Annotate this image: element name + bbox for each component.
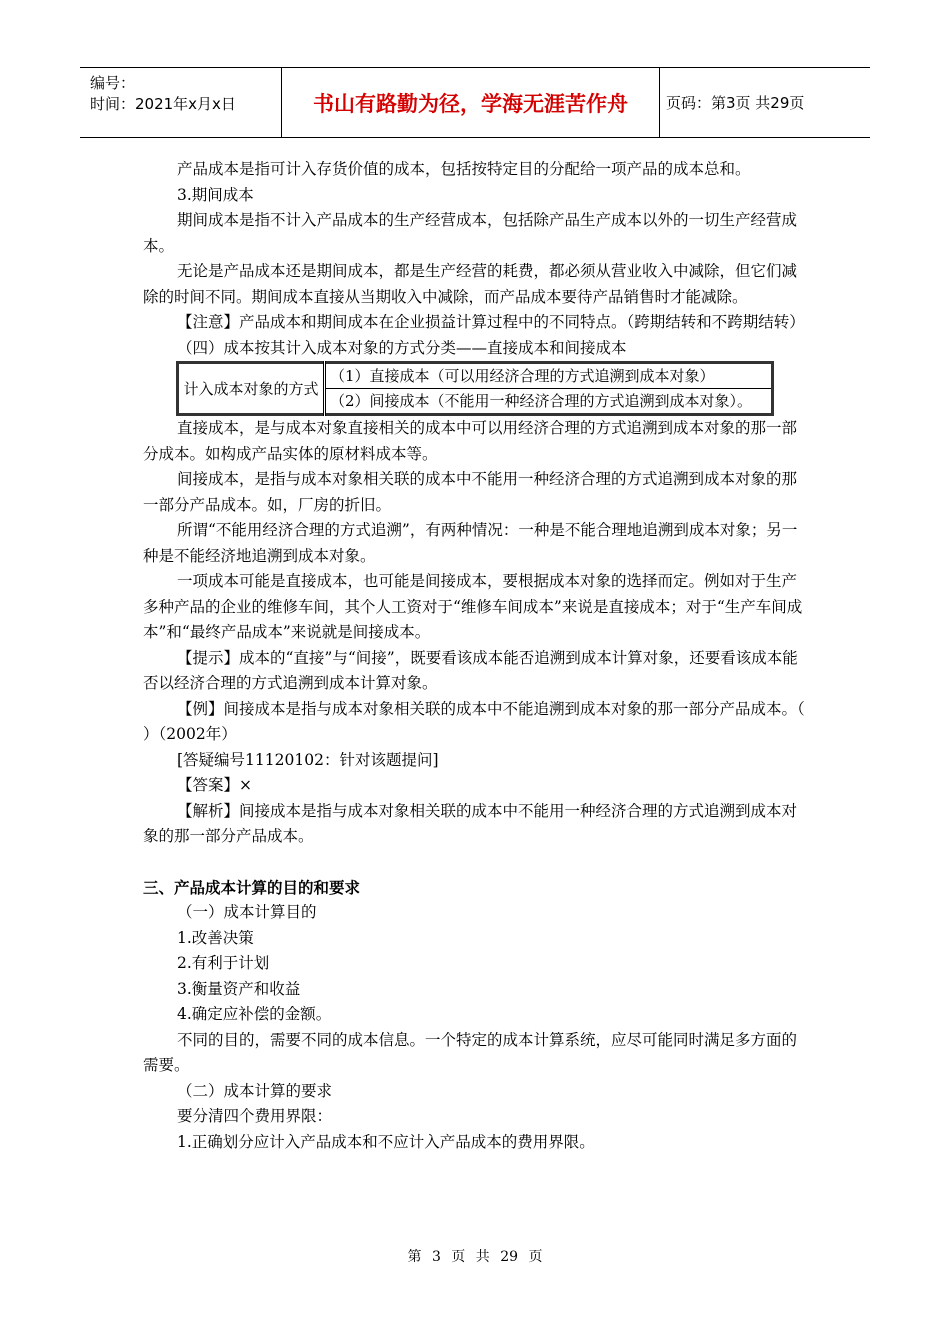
paragraph: 一项成本可能是直接成本，也可能是间接成本，要根据成本对象的选择而定。例如对于生产多种产品的企业的维修车间，其个人工资对于“维修车间成本”来说是直接成本；对于“生产车间成本”和“最终产品成本”来说就是间接成本。 bbox=[143, 572, 803, 641]
paragraph: [答疑编号11120102：针对该题提问] bbox=[177, 750, 439, 769]
paragraph: 【解析】间接成本是指与成本对象相关联的成本中不能用一种经济合理的方式追溯到成本对象的那一部分产品成本。 bbox=[143, 801, 798, 845]
paragraph: 要分清四个费用界限： bbox=[177, 1107, 333, 1125]
header-meta bbox=[80, 68, 282, 137]
paragraph: 3.期间成本 bbox=[177, 185, 254, 204]
paragraph: 间接成本，是指与成本对象相关联的成本中不能用一种经济合理的方式追溯到成本对象的那一部分产品成本。如，厂房的折旧。 bbox=[143, 470, 798, 514]
paragraph: 直接成本，是与成本对象直接相关的成本中可以用经济合理的方式追溯到成本对象的那一部分成本。如构成产品实体的原材料成本等。 bbox=[143, 419, 798, 463]
page-footer: 第 3 页 共 29 页 bbox=[407, 1249, 543, 1265]
paragraph: 【例】间接成本是指与成本对象相关联的成本中不能追溯到成本对象的那一部分产品成本。（ ）（2002年） bbox=[143, 699, 805, 743]
doc-code-label: 编号： bbox=[90, 74, 136, 92]
paragraph: 【注意】产品成本和期间成本在企业损益计算过程中的不同特点。（跨期结转和不跨期结转） bbox=[177, 313, 805, 331]
document-body bbox=[143, 157, 808, 1155]
paragraph: 不同的目的，需要不同的成本信息。一个特定的成本计算系统，应尽可能同时满足多方面的需要。 bbox=[143, 1030, 798, 1074]
paragraph: 1.正确划分应计入产品成本和不应计入产品成本的费用界限。 bbox=[177, 1132, 595, 1151]
header-page-info: 页码：第3页 共29页 bbox=[666, 94, 805, 112]
paragraph: 1.改善决策 bbox=[177, 928, 254, 947]
doc-time-label: 时间：2021年x月x日 bbox=[90, 95, 236, 113]
header-motto: 书山有路勤为径，学海无涯苦作舟 bbox=[282, 68, 660, 137]
table-item-indirect: （2）间接成本（不能用一种经济合理的方式追溯到成本对象）。 bbox=[325, 389, 773, 415]
paragraph: 4.确定应补偿的金额。 bbox=[177, 1005, 332, 1023]
paragraph: 2.有利于计划 bbox=[177, 954, 270, 972]
spacer bbox=[143, 850, 808, 875]
paragraph: 产品成本是指可计入存货价值的成本，包括按特定目的分配给一项产品的成本总和。 bbox=[177, 160, 751, 178]
paragraph: 【提示】成本的“直接”与“间接”，既要看该成本能否追溯到成本计算对象，还要看该成本能否以经济合理的方式追溯到成本计算对象。 bbox=[143, 648, 798, 692]
paragraph: （一）成本计算目的 bbox=[177, 903, 317, 921]
paragraph: 所谓“不能用经济合理的方式追溯”，有两种情况：一种是不能合理地追溯到成本对象；另一种是不能经济地追溯到成本对象。 bbox=[143, 521, 798, 565]
table-item-direct: （1）直接成本（可以用经济合理的方式追溯到成本对象） bbox=[325, 363, 773, 389]
paragraph: 期间成本是指不计入产品成本的生产经营成本，包括除产品生产成本以外的一切生产经营成本。 bbox=[143, 211, 798, 255]
table-label-cell: 计入成本对象的方式 bbox=[178, 363, 325, 415]
paragraph: （四）成本按其计入成本对象的方式分类——直接成本和间接成本 bbox=[177, 338, 627, 357]
paragraph: 无论是产品成本还是期间成本，都是生产经营的耗费，都必须从营业收入中减除，但它们减除的时间不同。期间成本直接从当期收入中减除，而产品成本要待产品销售时才能减除。 bbox=[143, 262, 798, 306]
paragraph: 3.衡量资产和收益 bbox=[177, 979, 301, 998]
paragraph: 【答案】× bbox=[177, 776, 252, 794]
classification-table bbox=[176, 361, 774, 416]
page-header bbox=[80, 67, 870, 138]
section-title: 三、产品成本计算的目的和要求 bbox=[143, 877, 361, 897]
paragraph: （二）成本计算的要求 bbox=[177, 1081, 333, 1100]
